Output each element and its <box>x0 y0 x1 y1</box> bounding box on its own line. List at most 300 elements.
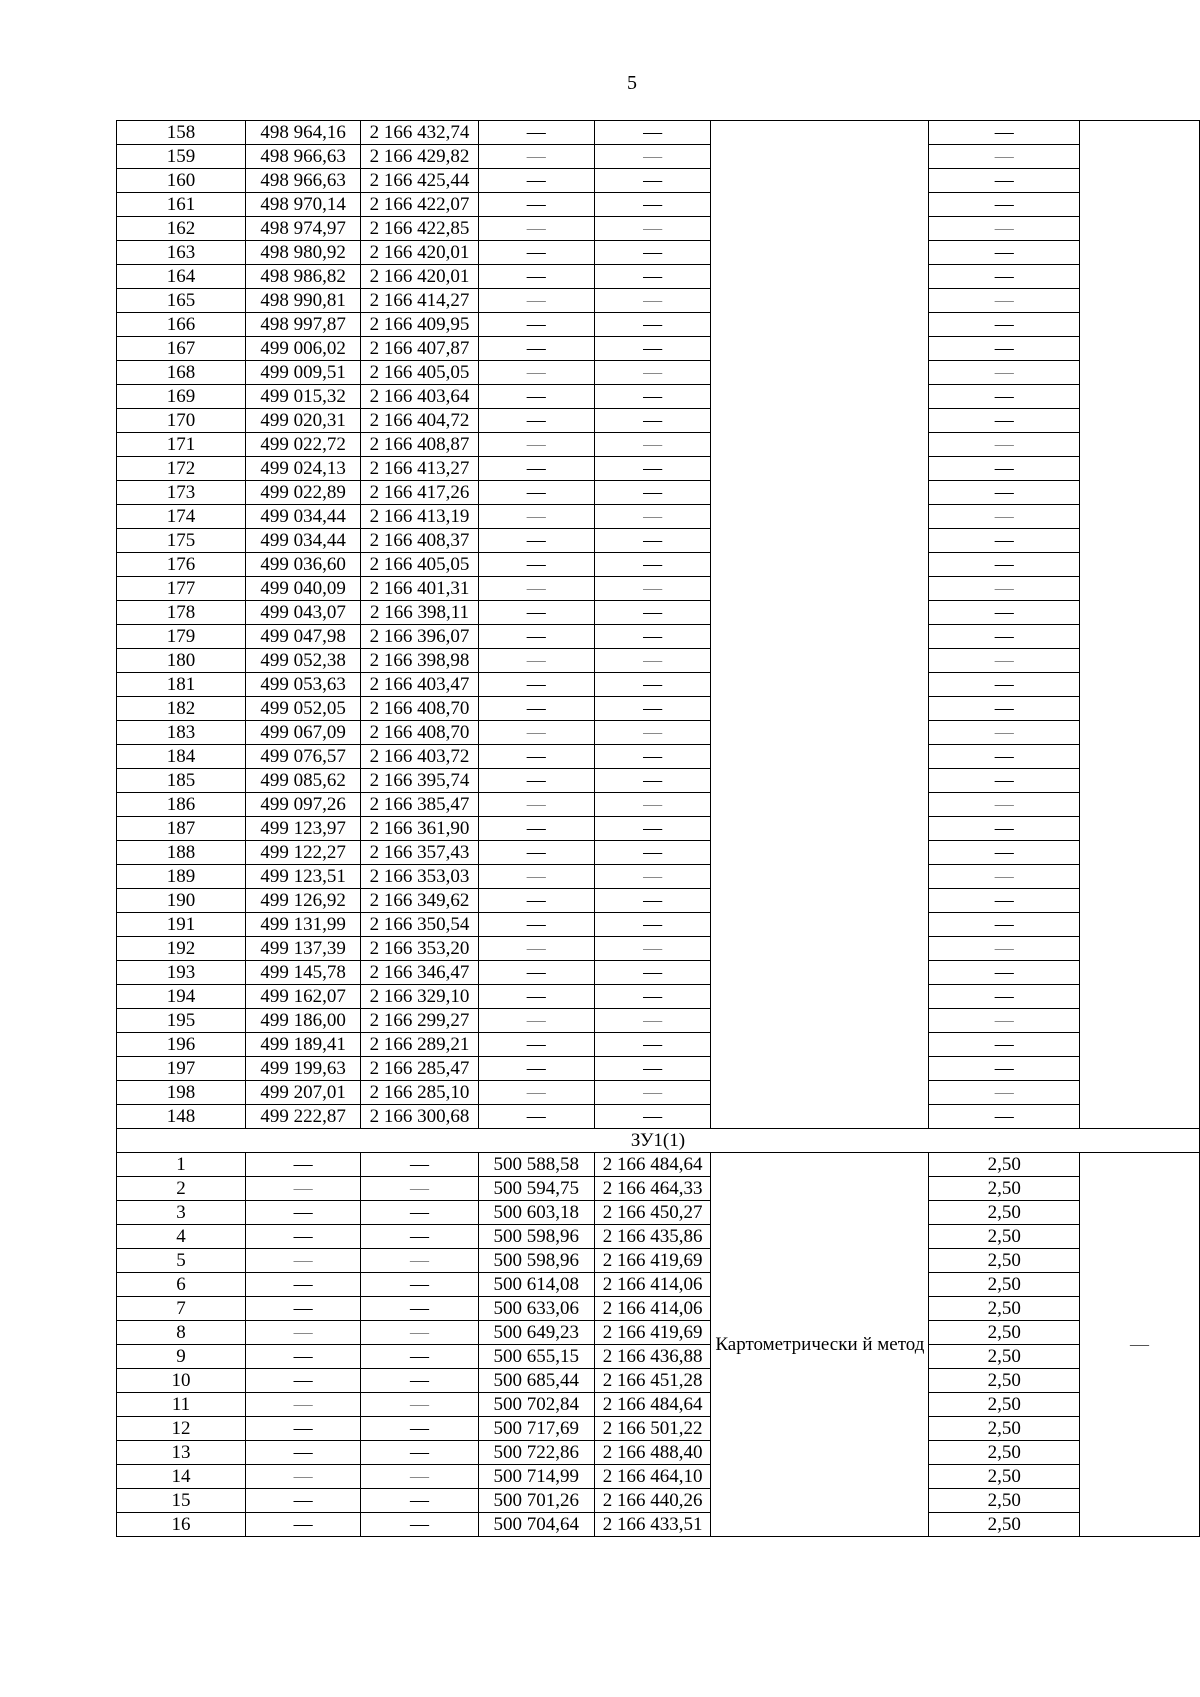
point-number: 194 <box>117 985 246 1009</box>
table-row <box>117 337 1200 361</box>
y-new: 2 166 419,69 <box>594 1321 710 1345</box>
accuracy-value: 2,50 <box>929 1489 1080 1513</box>
table-row <box>117 625 1200 649</box>
point-number: 148 <box>117 1105 246 1129</box>
dash-cell: — <box>594 241 710 265</box>
dash-cell: — <box>929 505 1080 529</box>
point-number: 180 <box>117 649 246 673</box>
table-row <box>117 1057 1200 1081</box>
point-number: 195 <box>117 1009 246 1033</box>
y-existing: 2 166 408,70 <box>361 721 478 745</box>
table-row <box>117 601 1200 625</box>
dash-cell: — <box>929 889 1080 913</box>
table-row <box>117 889 1200 913</box>
dash-cell: — <box>929 1081 1080 1105</box>
accuracy-value: 2,50 <box>929 1369 1080 1393</box>
point-number: 10 <box>117 1369 246 1393</box>
y-existing: 2 166 403,72 <box>361 745 478 769</box>
x-existing: 499 222,87 <box>245 1105 360 1129</box>
point-number: 187 <box>117 817 246 841</box>
y-new: 2 166 451,28 <box>594 1369 710 1393</box>
dash-cell: — <box>929 745 1080 769</box>
point-number: 2 <box>117 1177 246 1201</box>
y-existing: 2 166 396,07 <box>361 625 478 649</box>
dash-cell: — <box>478 625 594 649</box>
y-new: 2 166 414,06 <box>594 1273 710 1297</box>
dash-cell: — <box>478 889 594 913</box>
point-number: 188 <box>117 841 246 865</box>
y-existing: 2 166 346,47 <box>361 961 478 985</box>
dash-cell: — <box>478 817 594 841</box>
dash-cell: — <box>594 577 710 601</box>
dash-cell: — <box>478 673 594 697</box>
point-number: 12 <box>117 1417 246 1441</box>
dash-cell: — <box>245 1489 360 1513</box>
point-number: 169 <box>117 385 246 409</box>
dash-cell: — <box>929 577 1080 601</box>
y-existing: 2 166 285,47 <box>361 1057 478 1081</box>
dash-cell: — <box>478 1105 594 1129</box>
point-number: 164 <box>117 265 246 289</box>
dash-cell: — <box>361 1489 478 1513</box>
dash-cell: — <box>929 817 1080 841</box>
dash-cell: — <box>594 289 710 313</box>
y-existing: 2 166 414,27 <box>361 289 478 313</box>
x-existing: 499 020,31 <box>245 409 360 433</box>
dash-cell: — <box>594 673 710 697</box>
table-row <box>117 985 1200 1009</box>
point-number: 185 <box>117 769 246 793</box>
dash-cell: — <box>478 385 594 409</box>
dash-cell: — <box>594 1105 710 1129</box>
table-row <box>117 481 1200 505</box>
dash-cell: — <box>361 1321 478 1345</box>
dash-cell: — <box>478 169 594 193</box>
point-number: 172 <box>117 457 246 481</box>
table-row <box>117 1417 1200 1441</box>
x-new: 500 594,75 <box>478 1177 594 1201</box>
dash-cell: — <box>594 265 710 289</box>
dash-cell: — <box>478 985 594 1009</box>
dash-cell: — <box>929 601 1080 625</box>
description-cell-empty <box>1080 121 1200 1129</box>
x-new: 500 704,64 <box>478 1513 594 1537</box>
dash-cell: — <box>478 649 594 673</box>
dash-cell: — <box>929 721 1080 745</box>
dash-cell: — <box>929 697 1080 721</box>
y-new: 2 166 450,27 <box>594 1201 710 1225</box>
dash-cell: — <box>478 433 594 457</box>
point-number: 173 <box>117 481 246 505</box>
point-number: 4 <box>117 1225 246 1249</box>
y-existing: 2 166 407,87 <box>361 337 478 361</box>
table-row <box>117 1489 1200 1513</box>
x-existing: 498 980,92 <box>245 241 360 265</box>
dash-cell: — <box>478 913 594 937</box>
point-number: 171 <box>117 433 246 457</box>
dash-cell: — <box>594 1081 710 1105</box>
x-new: 500 588,58 <box>478 1153 594 1177</box>
x-existing: 498 990,81 <box>245 289 360 313</box>
dash-cell: — <box>478 1033 594 1057</box>
table-row <box>117 1321 1200 1345</box>
dash-cell: — <box>929 985 1080 1009</box>
y-existing: 2 166 422,07 <box>361 193 478 217</box>
y-existing: 2 166 289,21 <box>361 1033 478 1057</box>
dash-cell: — <box>478 1057 594 1081</box>
y-existing: 2 166 413,27 <box>361 457 478 481</box>
accuracy-value: 2,50 <box>929 1153 1080 1177</box>
x-existing: 499 009,51 <box>245 361 360 385</box>
y-existing: 2 166 385,47 <box>361 793 478 817</box>
y-existing: 2 166 413,19 <box>361 505 478 529</box>
table-row <box>117 553 1200 577</box>
point-number: 186 <box>117 793 246 817</box>
table-row <box>117 841 1200 865</box>
x-existing: 499 067,09 <box>245 721 360 745</box>
dash-cell: — <box>594 841 710 865</box>
table-row <box>117 1345 1200 1369</box>
point-number: 191 <box>117 913 246 937</box>
method-cell: Картометрически й метод <box>711 1153 929 1537</box>
dash-cell: — <box>929 553 1080 577</box>
x-existing: 499 047,98 <box>245 625 360 649</box>
dash-cell: — <box>594 745 710 769</box>
page-number: 5 <box>627 72 637 94</box>
dash-cell: — <box>594 313 710 337</box>
method-cell-empty <box>711 121 929 1129</box>
y-existing: 2 166 403,64 <box>361 385 478 409</box>
table-row <box>117 793 1200 817</box>
dash-cell: — <box>478 337 594 361</box>
y-existing: 2 166 401,31 <box>361 577 478 601</box>
dash-cell: — <box>478 505 594 529</box>
x-existing: 499 131,99 <box>245 913 360 937</box>
x-new: 500 649,23 <box>478 1321 594 1345</box>
x-new: 500 598,96 <box>478 1249 594 1273</box>
dash-cell: — <box>929 193 1080 217</box>
dash-cell: — <box>929 529 1080 553</box>
accuracy-value: 2,50 <box>929 1345 1080 1369</box>
dash-cell: — <box>478 121 594 145</box>
y-existing: 2 166 405,05 <box>361 361 478 385</box>
table-row <box>117 385 1200 409</box>
dash-cell: — <box>245 1153 360 1177</box>
x-new: 500 717,69 <box>478 1417 594 1441</box>
x-existing: 499 145,78 <box>245 961 360 985</box>
dash-cell: — <box>929 769 1080 793</box>
accuracy-value: 2,50 <box>929 1177 1080 1201</box>
y-existing: 2 166 420,01 <box>361 265 478 289</box>
x-existing: 498 966,63 <box>245 145 360 169</box>
table-row <box>117 1273 1200 1297</box>
dash-cell: — <box>929 169 1080 193</box>
dash-cell: — <box>361 1297 478 1321</box>
table-row <box>117 865 1200 889</box>
point-number: 3 <box>117 1201 246 1225</box>
y-existing: 2 166 398,11 <box>361 601 478 625</box>
dash-cell: — <box>478 745 594 769</box>
x-existing: 499 015,32 <box>245 385 360 409</box>
accuracy-value: 2,50 <box>929 1297 1080 1321</box>
table-row <box>117 265 1200 289</box>
x-existing: 499 052,38 <box>245 649 360 673</box>
table-row <box>117 289 1200 313</box>
dash-cell: — <box>929 1033 1080 1057</box>
dash-cell: — <box>361 1465 478 1489</box>
dash-cell: — <box>594 145 710 169</box>
dash-cell: — <box>478 289 594 313</box>
table-row <box>117 673 1200 697</box>
y-new: 2 166 435,86 <box>594 1225 710 1249</box>
dash-cell: — <box>929 433 1080 457</box>
y-new: 2 166 464,10 <box>594 1465 710 1489</box>
accuracy-value: 2,50 <box>929 1393 1080 1417</box>
dash-cell: — <box>594 865 710 889</box>
y-new: 2 166 414,06 <box>594 1297 710 1321</box>
y-new: 2 166 484,64 <box>594 1153 710 1177</box>
x-existing: 499 186,00 <box>245 1009 360 1033</box>
dash-cell: — <box>594 601 710 625</box>
dash-cell: — <box>594 793 710 817</box>
point-number: 163 <box>117 241 246 265</box>
y-existing: 2 166 398,98 <box>361 649 478 673</box>
dash-cell: — <box>478 577 594 601</box>
dash-cell: — <box>478 1009 594 1033</box>
y-existing: 2 166 300,68 <box>361 1105 478 1129</box>
point-number: 6 <box>117 1273 246 1297</box>
x-existing: 499 024,13 <box>245 457 360 481</box>
point-number: 165 <box>117 289 246 313</box>
dash-cell: — <box>361 1177 478 1201</box>
dash-cell: — <box>594 913 710 937</box>
description-dash: — <box>1080 1153 1200 1537</box>
dash-cell: — <box>361 1369 478 1393</box>
y-existing: 2 166 429,82 <box>361 145 478 169</box>
dash-cell: — <box>929 385 1080 409</box>
dash-cell: — <box>478 361 594 385</box>
dash-cell: — <box>245 1345 360 1369</box>
dash-cell: — <box>594 721 710 745</box>
accuracy-value: 2,50 <box>929 1513 1080 1537</box>
dash-cell: — <box>929 337 1080 361</box>
table-row <box>117 817 1200 841</box>
x-new: 500 598,96 <box>478 1225 594 1249</box>
point-number: 11 <box>117 1393 246 1417</box>
dash-cell: — <box>594 193 710 217</box>
accuracy-value: 2,50 <box>929 1249 1080 1273</box>
y-existing: 2 166 425,44 <box>361 169 478 193</box>
accuracy-value: 2,50 <box>929 1225 1080 1249</box>
dash-cell: — <box>478 937 594 961</box>
table-row <box>117 1009 1200 1033</box>
dash-cell: — <box>245 1393 360 1417</box>
point-number: 16 <box>117 1513 246 1537</box>
section-row <box>117 1129 1200 1153</box>
table-row <box>117 457 1200 481</box>
dash-cell: — <box>929 625 1080 649</box>
dash-cell: — <box>929 673 1080 697</box>
x-existing: 499 189,41 <box>245 1033 360 1057</box>
point-number: 159 <box>117 145 246 169</box>
table-row <box>117 769 1200 793</box>
dash-cell: — <box>478 145 594 169</box>
point-number: 178 <box>117 601 246 625</box>
table-row <box>117 721 1200 745</box>
x-existing: 499 022,72 <box>245 433 360 457</box>
dash-cell: — <box>478 601 594 625</box>
table-row <box>117 529 1200 553</box>
dash-cell: — <box>594 889 710 913</box>
table-row <box>117 1369 1200 1393</box>
y-existing: 2 166 417,26 <box>361 481 478 505</box>
x-new: 500 722,86 <box>478 1441 594 1465</box>
dash-cell: — <box>478 193 594 217</box>
dash-cell: — <box>245 1249 360 1273</box>
dash-cell: — <box>929 481 1080 505</box>
dash-cell: — <box>245 1321 360 1345</box>
table-row <box>117 913 1200 937</box>
table-row <box>117 1177 1200 1201</box>
dash-cell: — <box>245 1441 360 1465</box>
point-number: 15 <box>117 1489 246 1513</box>
point-number: 8 <box>117 1321 246 1345</box>
dash-cell: — <box>929 841 1080 865</box>
dash-cell: — <box>929 865 1080 889</box>
table-row <box>117 697 1200 721</box>
x-existing: 498 986,82 <box>245 265 360 289</box>
dash-cell: — <box>594 1057 710 1081</box>
point-number: 190 <box>117 889 246 913</box>
dash-cell: — <box>361 1153 478 1177</box>
dash-cell: — <box>929 289 1080 313</box>
y-existing: 2 166 409,95 <box>361 313 478 337</box>
point-number: 197 <box>117 1057 246 1081</box>
y-existing: 2 166 299,27 <box>361 1009 478 1033</box>
dash-cell: — <box>929 265 1080 289</box>
dash-cell: — <box>929 649 1080 673</box>
dash-cell: — <box>478 697 594 721</box>
point-number: 189 <box>117 865 246 889</box>
y-new: 2 166 484,64 <box>594 1393 710 1417</box>
point-number: 193 <box>117 961 246 985</box>
table-row <box>117 121 1200 145</box>
dash-cell: — <box>594 769 710 793</box>
y-existing: 2 166 349,62 <box>361 889 478 913</box>
dash-cell: — <box>478 457 594 481</box>
dash-cell: — <box>361 1393 478 1417</box>
table-row <box>117 505 1200 529</box>
x-existing: 499 036,60 <box>245 553 360 577</box>
dash-cell: — <box>478 793 594 817</box>
point-number: 179 <box>117 625 246 649</box>
y-new: 2 166 419,69 <box>594 1249 710 1273</box>
x-existing: 498 970,14 <box>245 193 360 217</box>
dash-cell: — <box>245 1369 360 1393</box>
x-existing: 499 053,63 <box>245 673 360 697</box>
x-existing: 499 162,07 <box>245 985 360 1009</box>
x-existing: 499 097,26 <box>245 793 360 817</box>
x-existing: 499 199,63 <box>245 1057 360 1081</box>
dash-cell: — <box>929 1105 1080 1129</box>
x-existing: 499 006,02 <box>245 337 360 361</box>
table-row <box>117 1441 1200 1465</box>
table-row <box>117 433 1200 457</box>
point-number: 176 <box>117 553 246 577</box>
coordinates-table <box>116 120 1200 1537</box>
dash-cell: — <box>929 121 1080 145</box>
dash-cell: — <box>478 865 594 889</box>
x-new: 500 702,84 <box>478 1393 594 1417</box>
dash-cell: — <box>361 1345 478 1369</box>
x-existing: 499 040,09 <box>245 577 360 601</box>
dash-cell: — <box>594 361 710 385</box>
y-existing: 2 166 353,20 <box>361 937 478 961</box>
y-existing: 2 166 353,03 <box>361 865 478 889</box>
dash-cell: — <box>478 1081 594 1105</box>
dash-cell: — <box>361 1273 478 1297</box>
table-row <box>117 1153 1200 1177</box>
table-row <box>117 1225 1200 1249</box>
dash-cell: — <box>594 1033 710 1057</box>
dash-cell: — <box>594 121 710 145</box>
point-number: 181 <box>117 673 246 697</box>
y-existing: 2 166 432,74 <box>361 121 478 145</box>
x-new: 500 685,44 <box>478 1369 594 1393</box>
dash-cell: — <box>478 769 594 793</box>
dash-cell: — <box>929 913 1080 937</box>
point-number: 183 <box>117 721 246 745</box>
y-existing: 2 166 405,05 <box>361 553 478 577</box>
dash-cell: — <box>594 409 710 433</box>
dash-cell: — <box>594 169 710 193</box>
dash-cell: — <box>478 409 594 433</box>
dash-cell: — <box>245 1201 360 1225</box>
x-new: 500 655,15 <box>478 1345 594 1369</box>
dash-cell: — <box>478 313 594 337</box>
table-row <box>117 313 1200 337</box>
table-row <box>117 1513 1200 1537</box>
y-existing: 2 166 329,10 <box>361 985 478 1009</box>
y-existing: 2 166 408,70 <box>361 697 478 721</box>
dash-cell: — <box>361 1441 478 1465</box>
x-new: 500 633,06 <box>478 1297 594 1321</box>
table-row <box>117 145 1200 169</box>
dash-cell: — <box>929 409 1080 433</box>
table-row <box>117 1033 1200 1057</box>
x-existing: 499 126,92 <box>245 889 360 913</box>
dash-cell: — <box>478 529 594 553</box>
point-number: 14 <box>117 1465 246 1489</box>
dash-cell: — <box>929 241 1080 265</box>
point-number: 13 <box>117 1441 246 1465</box>
x-new: 500 614,08 <box>478 1273 594 1297</box>
accuracy-value: 2,50 <box>929 1273 1080 1297</box>
point-number: 177 <box>117 577 246 601</box>
dash-cell: — <box>478 961 594 985</box>
x-existing: 499 052,05 <box>245 697 360 721</box>
dash-cell: — <box>594 433 710 457</box>
point-number: 160 <box>117 169 246 193</box>
dash-cell: — <box>594 481 710 505</box>
point-number: 184 <box>117 745 246 769</box>
point-number: 192 <box>117 937 246 961</box>
dash-cell: — <box>594 385 710 409</box>
dash-cell: — <box>929 961 1080 985</box>
accuracy-value: 2,50 <box>929 1321 1080 1345</box>
point-number: 7 <box>117 1297 246 1321</box>
table-row <box>117 1465 1200 1489</box>
